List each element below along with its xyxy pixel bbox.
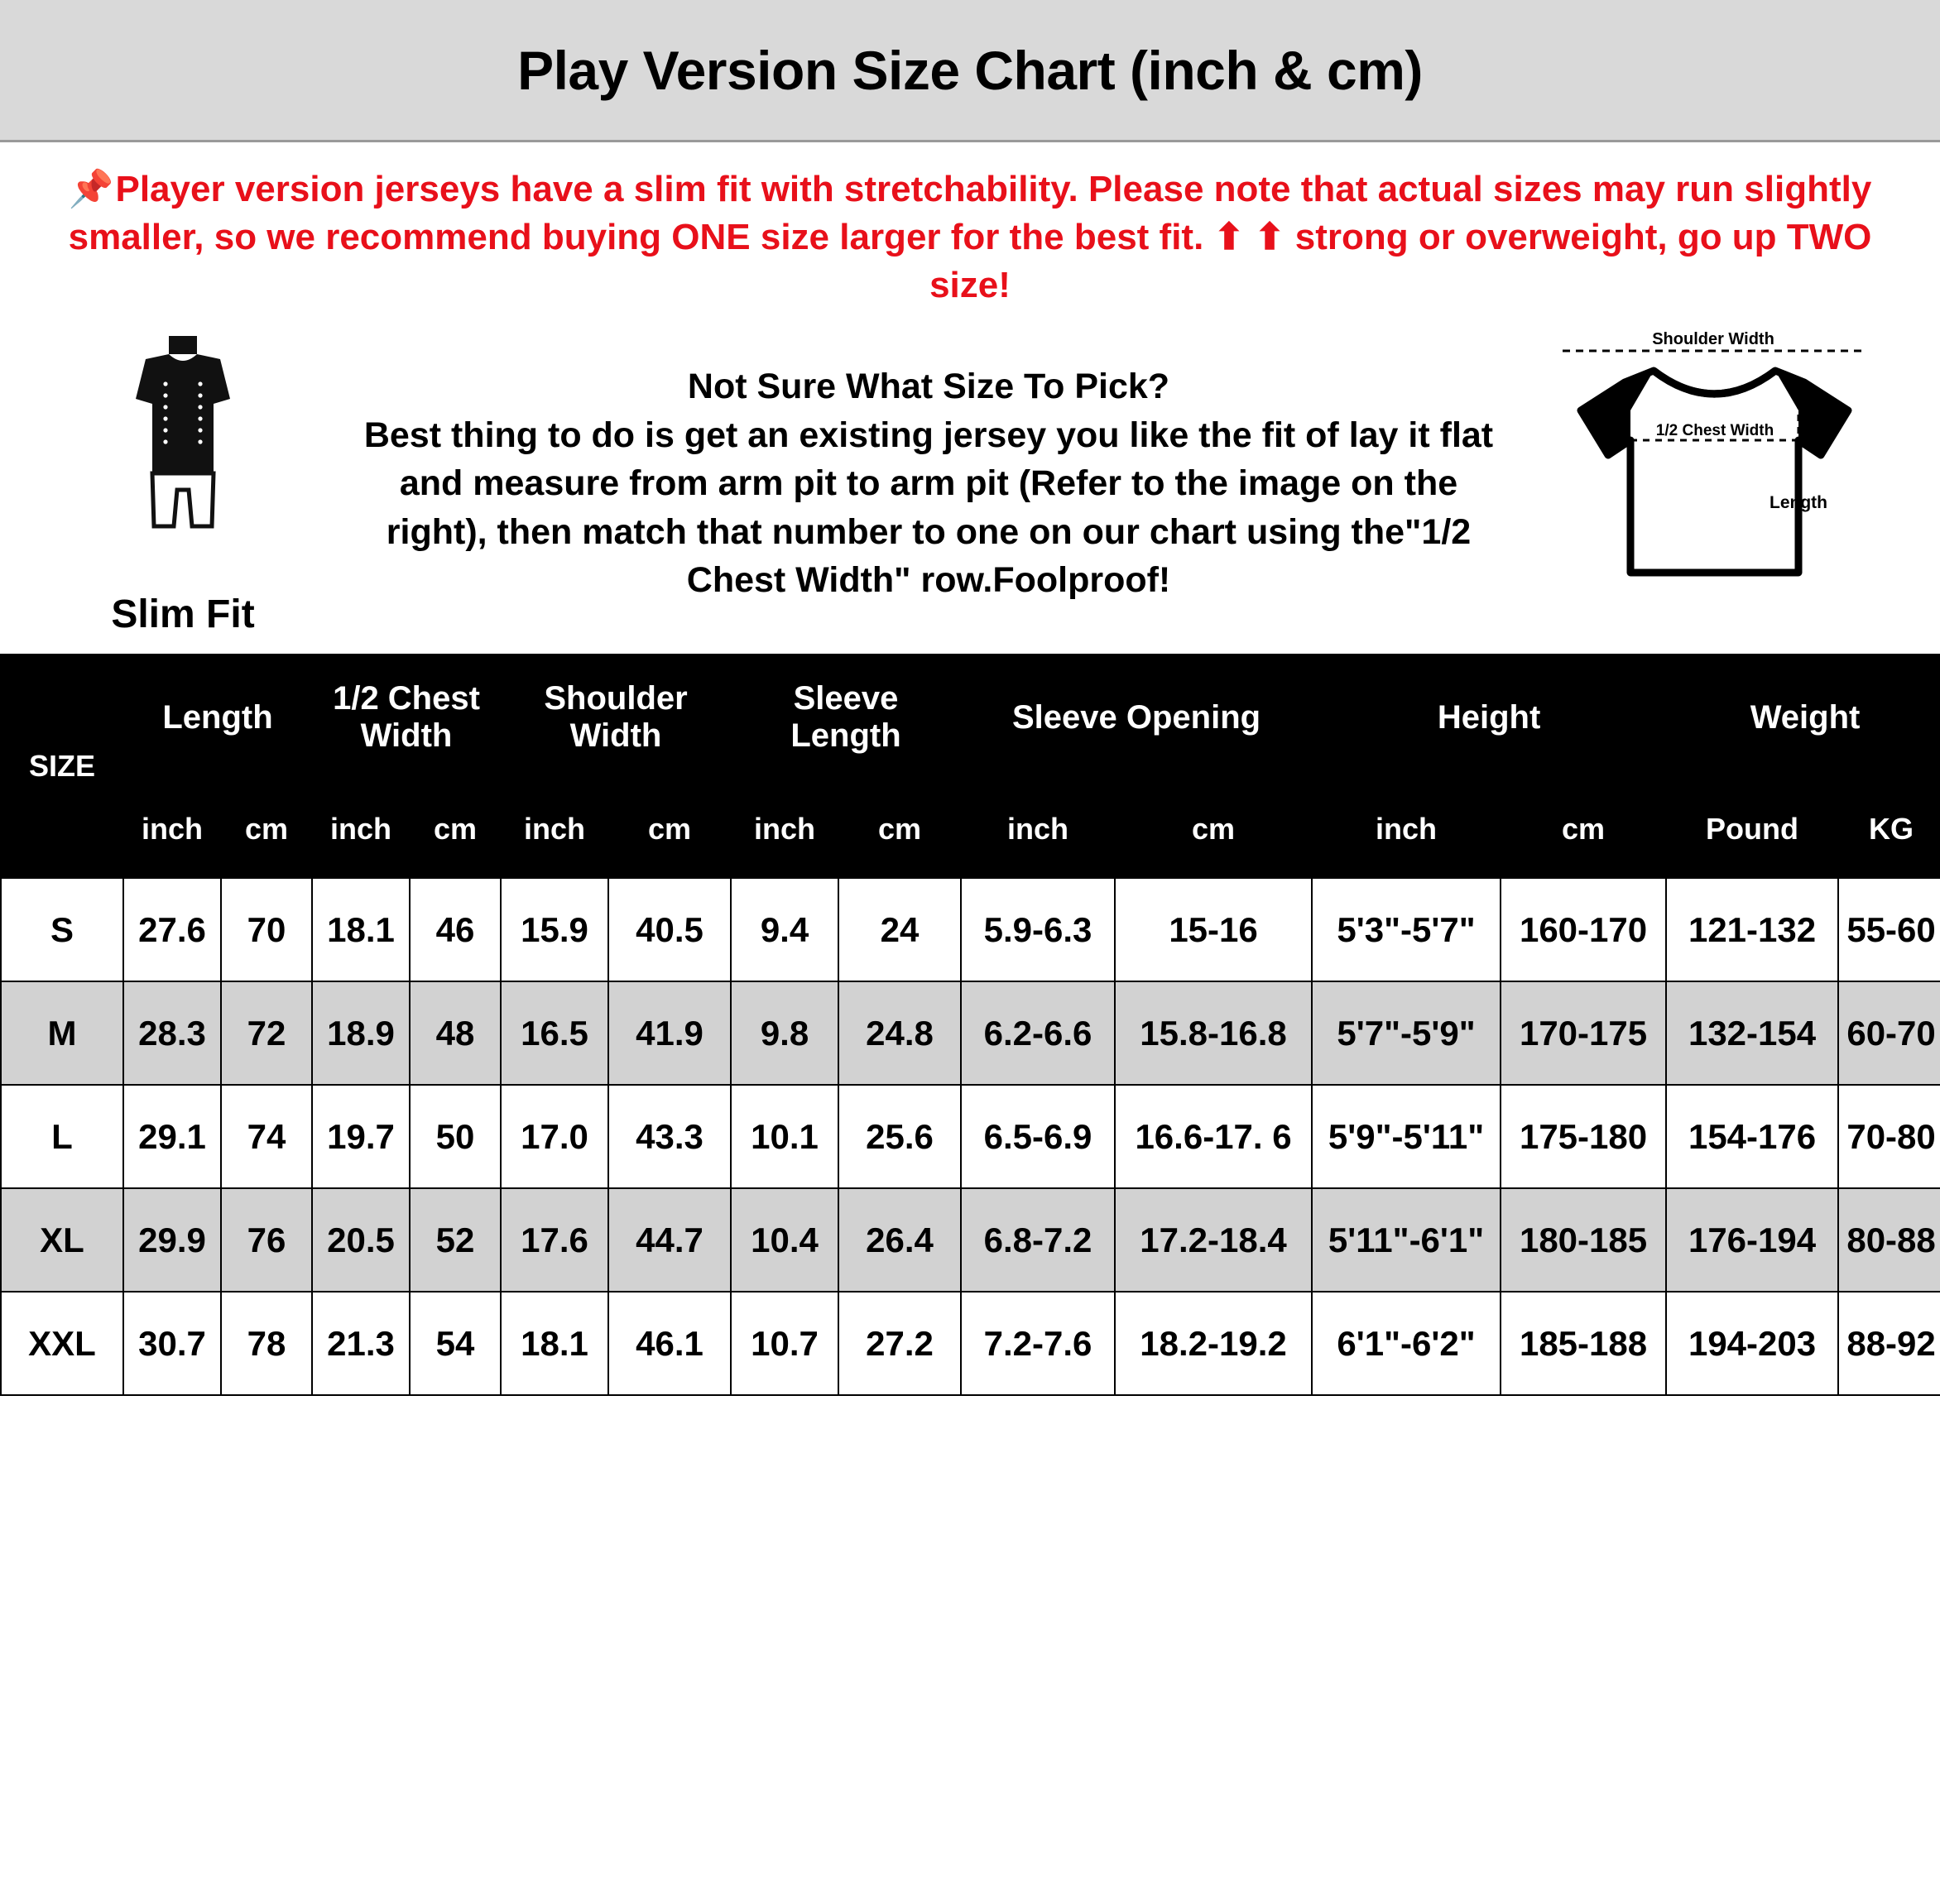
cell: 6.2-6.6: [961, 981, 1115, 1085]
cell: 5'11"-6'1": [1312, 1188, 1501, 1292]
cell: 180-185: [1501, 1188, 1666, 1292]
cell: 41.9: [608, 981, 731, 1085]
cell: 170-175: [1501, 981, 1666, 1085]
cell: 5'9"-5'11": [1312, 1085, 1501, 1188]
cell: 6.5-6.9: [961, 1085, 1115, 1188]
cell: 21.3: [312, 1292, 410, 1395]
cell: 176-194: [1666, 1188, 1838, 1292]
cell: 17.6: [501, 1188, 608, 1292]
title-bar: [0, 0, 1940, 142]
cell: 40.5: [608, 878, 731, 981]
table-row: [1, 1188, 1940, 1292]
cell: 16.6-17. 6: [1115, 1085, 1312, 1188]
cell: 60-70: [1838, 981, 1940, 1085]
cell: 46.1: [608, 1292, 731, 1395]
row-size: XXL: [1, 1292, 123, 1395]
table-group-weight: Weight: [1666, 655, 1940, 780]
cell: 7.2-7.6: [961, 1292, 1115, 1395]
cell: 44.7: [608, 1188, 731, 1292]
cell: 5.9-6.3: [961, 878, 1115, 981]
cell: 10.7: [731, 1292, 838, 1395]
cell: 27.2: [838, 1292, 961, 1395]
unit-chest-cm: cm: [410, 780, 501, 878]
cell: 18.9: [312, 981, 410, 1085]
unit-sleeve-opening-cm: cm: [1115, 780, 1312, 878]
cell: 5'3"-5'7": [1312, 878, 1501, 981]
table-group-sleeve-opening: Sleeve Opening: [961, 655, 1312, 780]
table-row: [1, 1292, 1940, 1395]
up-arrow-icon: ⬆ ⬆: [1213, 217, 1285, 258]
cell: 18.1: [312, 878, 410, 981]
table-head: [1, 655, 1940, 878]
cell: 78: [221, 1292, 312, 1395]
cell: 24: [838, 878, 961, 981]
cell: 6.8-7.2: [961, 1188, 1115, 1292]
measure-diagram: [1521, 323, 1910, 596]
unit-length-inch: inch: [123, 780, 221, 878]
unit-shoulder-inch: inch: [501, 780, 608, 878]
cell: 29.9: [123, 1188, 221, 1292]
cell: 43.3: [608, 1085, 731, 1188]
unit-weight-kg: KG: [1838, 780, 1940, 878]
cell: 15.8-16.8: [1115, 981, 1312, 1085]
unit-sleeve-length-inch: inch: [731, 780, 838, 878]
table-row: [1, 878, 1940, 981]
unit-sleeve-length-cm: cm: [838, 780, 961, 878]
cell: 88-92: [1838, 1292, 1940, 1395]
cell: 50: [410, 1085, 501, 1188]
cell: 28.3: [123, 981, 221, 1085]
cell: 27.6: [123, 878, 221, 981]
cell: 46: [410, 878, 501, 981]
notice-line-4: go up TWO size!: [929, 217, 1872, 306]
cell: 175-180: [1501, 1085, 1666, 1188]
table-header-size: SIZE: [1, 655, 123, 878]
cell: 194-203: [1666, 1292, 1838, 1395]
size-table: [0, 654, 1940, 1396]
cell: 132-154: [1666, 981, 1838, 1085]
notice-text: [0, 142, 1940, 314]
slim-fit-block: [30, 323, 336, 637]
unit-chest-inch: inch: [312, 780, 410, 878]
cell: 30.7: [123, 1292, 221, 1395]
unit-shoulder-cm: cm: [608, 780, 731, 878]
table-group-half-chest-width: 1/2 Chest Width: [312, 655, 501, 780]
cell: 185-188: [1501, 1292, 1666, 1395]
howto-heading: Not Sure What Size To Pick?: [687, 367, 1170, 407]
cell: 15-16: [1115, 878, 1312, 981]
cell: 6'1"-6'2": [1312, 1292, 1501, 1395]
row-size: XL: [1, 1188, 123, 1292]
cell: 9.4: [731, 878, 838, 981]
cell: 154-176: [1666, 1085, 1838, 1188]
cell: 72: [221, 981, 312, 1085]
howto-block: [351, 323, 1506, 604]
unit-height-cm: cm: [1501, 780, 1666, 878]
cell: 26.4: [838, 1188, 961, 1292]
shoulder-width-label: Shoulder Width: [1652, 331, 1774, 349]
table-group-shoulder-width: Shoulder Width: [501, 655, 731, 780]
cell: 17.2-18.4: [1115, 1188, 1312, 1292]
cell: 18.2-19.2: [1115, 1292, 1312, 1395]
page-title: Play Version Size Chart (inch & cm): [517, 39, 1423, 101]
cell: 19.7: [312, 1085, 410, 1188]
unit-sleeve-opening-inch: inch: [961, 780, 1115, 878]
pushpin-icon: 📌: [68, 169, 114, 209]
table-group-height: Height: [1312, 655, 1666, 780]
cell: 54: [410, 1292, 501, 1395]
table-group-header-row: [1, 655, 1940, 780]
tshirt-measure-icon: [1529, 331, 1902, 596]
cell: 121-132: [1666, 878, 1838, 981]
cell: 29.1: [123, 1085, 221, 1188]
cell: 10.1: [731, 1085, 838, 1188]
unit-length-cm: cm: [221, 780, 312, 878]
cell: 76: [221, 1188, 312, 1292]
row-size: L: [1, 1085, 123, 1188]
cell: 25.6: [838, 1085, 961, 1188]
table-row: [1, 981, 1940, 1085]
table-unit-header-row: [1, 780, 1940, 878]
cell: 70: [221, 878, 312, 981]
cell: 48: [410, 981, 501, 1085]
cell: 160-170: [1501, 878, 1666, 981]
row-size: S: [1, 878, 123, 981]
notice-line-2: slightly smaller, so we recommend buying ONE size larger for the best fit.: [68, 169, 1872, 258]
cell: 20.5: [312, 1188, 410, 1292]
cell: 80-88: [1838, 1188, 1940, 1292]
slim-fit-label: Slim Fit: [111, 592, 255, 637]
table-body: [1, 878, 1940, 1395]
cell: 70-80: [1838, 1085, 1940, 1188]
cell: 55-60: [1838, 878, 1940, 981]
notice-line-1: Player version jerseys have a slim fit with stretchability. Please note that actual sizes may run: [115, 169, 1735, 209]
cell: 5'7"-5'9": [1312, 981, 1501, 1085]
cell: 9.8: [731, 981, 838, 1085]
notice-line-3: strong or overweight,: [1294, 217, 1668, 258]
chest-width-label: 1/2 Chest Width: [1655, 422, 1774, 440]
table-group-length: Length: [123, 655, 312, 780]
cell: 18.1: [501, 1292, 608, 1395]
cell: 16.5: [501, 981, 608, 1085]
howto-body: Best thing to do is get an existing jersey you like the fit of lay it flat and measure from arm pit to arm pit (Refer to the image on the right), then match that number to one on our chart using the"1/2 Chest Width" row.Foolproof!: [363, 415, 1494, 601]
unit-weight-pound: Pound: [1666, 780, 1838, 878]
slim-fit-body-icon: [88, 334, 278, 583]
table-group-sleeve-length: Sleeve Length: [731, 655, 961, 780]
cell: 17.0: [501, 1085, 608, 1188]
cell: 74: [221, 1085, 312, 1188]
cell: 52: [410, 1188, 501, 1292]
table-row: [1, 1085, 1940, 1188]
cell: 15.9: [501, 878, 608, 981]
cell: 24.8: [838, 981, 961, 1085]
row-size: M: [1, 981, 123, 1085]
length-label: Length: [1770, 493, 1827, 513]
cell: 10.4: [731, 1188, 838, 1292]
unit-height-inch: inch: [1312, 780, 1501, 878]
info-section: [0, 314, 1940, 654]
